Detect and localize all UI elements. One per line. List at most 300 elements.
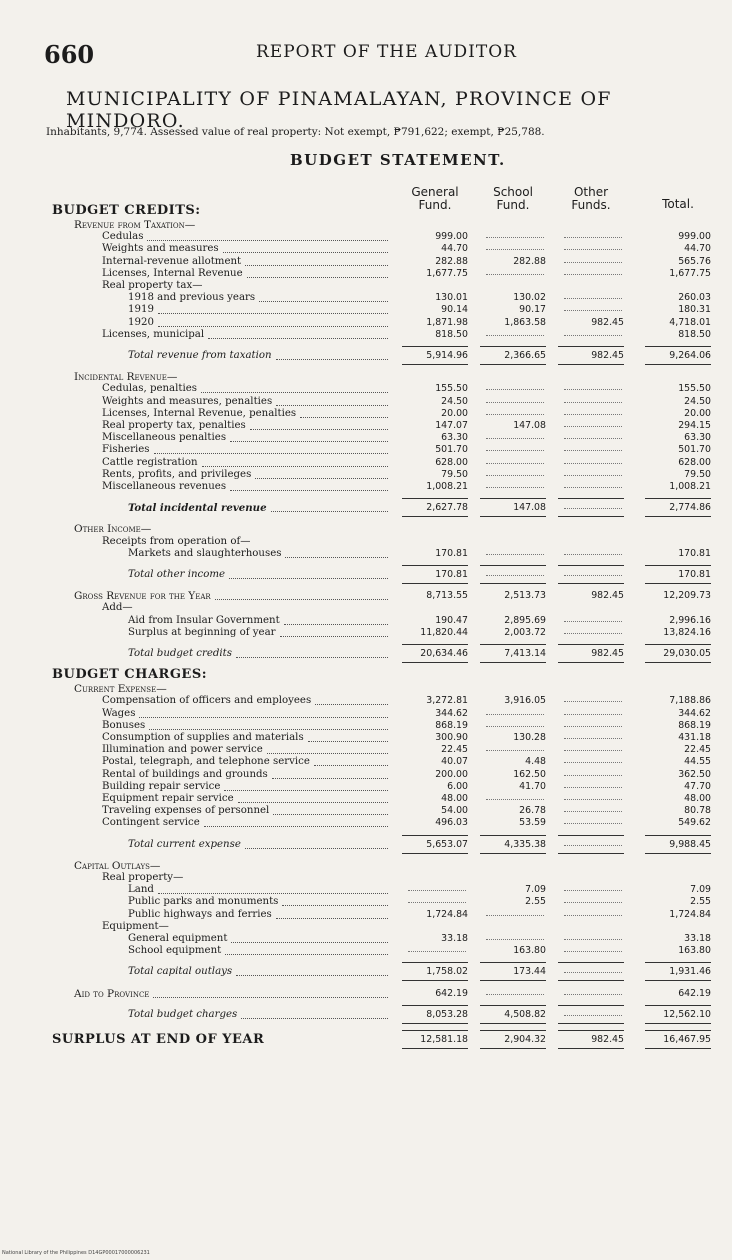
table-row: [0, 502, 732, 514]
table-row: [0, 205, 732, 217]
table-row: [0, 669, 732, 681]
row-label: Cattle registration: [102, 456, 198, 468]
school-fund-cell: 7,413.14: [504, 648, 546, 659]
table-row: [0, 523, 732, 535]
leader-dots: [300, 408, 388, 418]
leader-dots: [225, 945, 388, 955]
general-fund-cell: 300.90: [435, 732, 468, 743]
empty-cell-dash: [486, 475, 544, 476]
row-label: Gross Revenue for the Year: [74, 590, 211, 603]
row-label: Total revenue from taxation: [128, 350, 272, 361]
table-row: [0, 988, 732, 1000]
page-title: MUNICIPALITY OF PINAMALAYAN, PROVINCE OF MINDORO.: [66, 88, 612, 132]
empty-cell-dash: [564, 249, 622, 250]
table-row: [0, 268, 732, 280]
row-label: Total budget charges: [128, 1008, 238, 1020]
leader-dots: [280, 627, 388, 637]
total-rule: [402, 1030, 468, 1031]
total-cell: 170.81: [678, 547, 711, 559]
general-fund-cell: 642.19: [435, 987, 468, 999]
general-fund-cell: 130.01: [435, 292, 468, 304]
empty-cell-dash: [564, 237, 622, 238]
row-label: School equipment: [128, 945, 222, 957]
total-underline: [645, 1023, 711, 1024]
leader-dots: [255, 469, 388, 479]
school-fund-cell: 130.28: [513, 732, 546, 743]
total-cell: 294.15: [678, 420, 711, 431]
general-fund-cell: 868.19: [435, 719, 468, 731]
general-fund-cell: 90.14: [441, 304, 468, 316]
total-rule: [480, 1005, 546, 1006]
general-fund-cell: 170.81: [435, 569, 468, 580]
total-cell: 163.80: [678, 945, 711, 957]
total-rule: [645, 498, 711, 499]
leader-dots: [250, 420, 388, 430]
total-cell: 20.00: [684, 407, 711, 419]
row-label: Building repair service: [102, 780, 221, 792]
total-cell: 1,677.75: [669, 267, 711, 279]
total-cell: 170.81: [678, 569, 711, 580]
table-row: [0, 805, 732, 817]
general-fund-cell: 79.50: [441, 468, 468, 480]
empty-cell-dash: [564, 915, 622, 916]
leader-dots: [284, 615, 388, 625]
total-underline: [480, 516, 546, 517]
total-cell: 628.00: [678, 456, 711, 468]
empty-cell-dash: [564, 450, 622, 451]
empty-cell-dash: [564, 575, 622, 576]
table-row: [0, 769, 732, 781]
leader-dots: [158, 317, 388, 327]
total-rule: [645, 1005, 711, 1006]
empty-cell-dash: [408, 890, 466, 891]
table-row: [0, 329, 732, 341]
total-underline: [558, 364, 624, 365]
row-label: Receipts from operation of—: [102, 535, 251, 547]
total-underline: [480, 980, 546, 981]
empty-cell-dash: [486, 450, 544, 451]
empty-cell-dash: [486, 575, 544, 576]
leader-dots: [147, 231, 388, 241]
empty-cell-dash: [564, 262, 622, 263]
empty-cell-dash: [564, 845, 622, 846]
table-row: [0, 793, 732, 805]
school-fund-cell: 53.59: [519, 817, 546, 829]
total-cell: 1,724.84: [669, 908, 711, 920]
total-cell: 44.70: [684, 243, 711, 255]
other-funds-cell: 982.45: [591, 350, 624, 361]
leader-dots: [149, 720, 388, 730]
leader-dots: [267, 744, 388, 754]
empty-cell-dash: [486, 487, 544, 488]
empty-cell-dash: [486, 939, 544, 940]
leader-dots: [230, 432, 388, 442]
total-underline: [558, 1048, 624, 1049]
general-fund-cell: 40.07: [441, 756, 468, 768]
empty-cell-dash: [564, 298, 622, 299]
general-fund-cell: 1,008.21: [426, 481, 468, 492]
total-underline: [645, 980, 711, 981]
total-rule: [645, 644, 711, 645]
total-cell: 7,188.86: [669, 695, 711, 707]
school-fund-cell: 4,335.38: [504, 838, 546, 850]
row-label: Cedulas, penalties: [102, 383, 197, 395]
total-rule: [402, 1005, 468, 1006]
leader-dots: [273, 805, 388, 815]
general-fund-cell: 48.00: [441, 793, 468, 804]
total-rule: [558, 498, 624, 499]
total-underline: [645, 583, 711, 584]
total-underline: [558, 853, 624, 854]
empty-cell-dash: [486, 714, 544, 715]
general-fund-cell: 8,713.55: [426, 590, 468, 602]
total-cell: 9,264.06: [669, 350, 711, 361]
row-label: Consumption of supplies and materials: [102, 732, 304, 743]
total-underline: [480, 364, 546, 365]
empty-cell-dash: [564, 972, 622, 973]
total-cell: 155.50: [678, 383, 711, 395]
school-fund-cell: 2,366.65: [504, 350, 546, 361]
table-row: [0, 444, 732, 456]
leader-dots: [202, 457, 388, 467]
total-cell: 4,718.01: [669, 316, 711, 328]
leader-dots: [308, 732, 388, 742]
empty-cell-dash: [564, 508, 622, 509]
empty-cell-dash: [564, 738, 622, 739]
general-fund-cell: 1,724.84: [426, 908, 468, 920]
row-label: Add—: [102, 602, 133, 614]
empty-cell-dash: [486, 554, 544, 555]
total-cell: 48.00: [684, 793, 711, 804]
row-label: Total budget credits: [128, 648, 232, 659]
school-fund-cell: 130.02: [513, 292, 546, 304]
general-fund-cell: 496.03: [435, 817, 468, 829]
table-row: [0, 243, 732, 255]
table-row: [0, 683, 732, 695]
total-underline: [558, 583, 624, 584]
empty-cell-dash: [564, 750, 622, 751]
empty-cell-dash: [486, 402, 544, 403]
school-fund-cell: 90.17: [519, 304, 546, 316]
table-row: [0, 408, 732, 420]
row-label: Equipment repair service: [102, 793, 234, 804]
empty-cell-dash: [486, 750, 544, 751]
total-underline: [402, 364, 468, 365]
empty-cell-dash: [564, 554, 622, 555]
leader-dots: [231, 933, 388, 943]
school-fund-cell: 2,895.69: [504, 614, 546, 626]
total-cell: 344.62: [678, 707, 711, 719]
running-head: REPORT OF THE AUDITOR: [256, 42, 517, 62]
empty-cell-dash: [486, 249, 544, 250]
total-cell: 868.19: [678, 719, 711, 731]
other-funds-cell: 982.45: [591, 648, 624, 659]
leader-dots: [276, 396, 388, 406]
column-header-school: School Fund.: [493, 185, 533, 212]
general-fund-cell: 20,634.46: [420, 648, 468, 659]
row-label: Markets and slaughterhouses: [128, 547, 282, 559]
total-underline: [645, 516, 711, 517]
table-row: [0, 732, 732, 744]
table-row: [0, 350, 732, 362]
table-row: [0, 457, 732, 469]
footer-credit: National Library of the Philippines D14GP00017000006231: [2, 1250, 150, 1256]
table-row: [0, 383, 732, 395]
leader-dots: [201, 383, 388, 393]
empty-cell-dash: [564, 787, 622, 788]
empty-cell-dash: [486, 994, 544, 995]
total-rule: [558, 1005, 624, 1006]
general-fund-cell: 1,871.98: [426, 316, 468, 328]
table-row: [0, 371, 732, 383]
total-cell: 33.18: [684, 933, 711, 944]
empty-cell-dash: [564, 414, 622, 415]
general-fund-cell: 2,627.78: [426, 502, 468, 514]
row-label: Miscellaneous penalties: [102, 432, 227, 444]
general-fund-cell: 20.00: [441, 407, 468, 419]
school-fund-cell: 2,513.73: [504, 590, 546, 602]
row-label: Bonuses: [102, 719, 146, 731]
general-fund-cell: 63.30: [441, 432, 468, 444]
table-row: [0, 817, 732, 829]
table-row: [0, 860, 732, 872]
row-label: Compensation of officers and employees: [102, 695, 312, 707]
total-cell: 22.45: [684, 744, 711, 756]
inhabitants-line: Inhabitants, 9,774. Assessed value of real property: Not exempt, ₱791,622; exempt, ₱25,788.: [46, 126, 545, 138]
row-label: Real property—: [102, 872, 184, 883]
total-underline: [402, 980, 468, 981]
other-funds-cell: 982.45: [591, 1034, 624, 1045]
empty-cell-dash: [564, 426, 622, 427]
table-row: [0, 590, 732, 602]
empty-cell-dash: [408, 902, 466, 903]
leader-dots: [204, 817, 388, 827]
total-cell: 999.00: [678, 231, 711, 243]
total-rule: [645, 346, 711, 347]
row-label: Licenses, Internal Revenue, penalties: [102, 407, 297, 419]
leader-dots: [245, 256, 388, 266]
empty-cell-dash: [564, 274, 622, 275]
leader-dots: [276, 350, 388, 360]
row-label: Weights and measures, penalties: [102, 395, 273, 407]
general-fund-cell: 5,914.96: [426, 350, 468, 361]
leader-dots: [282, 896, 388, 906]
general-fund-cell: 11,820.44: [420, 626, 468, 638]
leader-dots: [241, 1009, 388, 1019]
row-label: Weights and measures: [102, 243, 219, 255]
column-header-general: General Fund.: [411, 185, 459, 212]
row-label: Current Expense—: [74, 683, 167, 696]
general-fund-cell: 147.07: [435, 420, 468, 431]
general-fund-cell: 999.00: [435, 231, 468, 243]
empty-cell-dash: [564, 902, 622, 903]
general-fund-cell: 44.70: [441, 243, 468, 255]
total-rule: [558, 346, 624, 347]
leader-dots: [245, 839, 388, 849]
table-row: [0, 256, 732, 268]
empty-cell-dash: [564, 714, 622, 715]
row-label: General equipment: [128, 933, 228, 944]
total-underline: [402, 583, 468, 584]
row-label: Wages: [102, 707, 136, 719]
general-fund-cell: 501.70: [435, 444, 468, 456]
total-rule: [480, 835, 546, 836]
table-row: [0, 708, 732, 720]
general-fund-cell: 22.45: [441, 744, 468, 756]
general-fund-cell: 8,053.28: [426, 1008, 468, 1020]
leader-dots: [315, 695, 388, 705]
total-rule: [645, 962, 711, 963]
total-cell: 79.50: [684, 468, 711, 480]
row-label: Land: [128, 884, 154, 896]
empty-cell-dash: [564, 726, 622, 727]
leader-dots: [158, 304, 388, 314]
table-row: [0, 648, 732, 660]
school-fund-cell: 3,916.05: [504, 695, 546, 707]
total-rule: [480, 644, 546, 645]
empty-cell-dash: [564, 633, 622, 634]
total-underline: [402, 853, 468, 854]
total-cell: 7.09: [690, 884, 711, 896]
table-row: [0, 744, 732, 756]
empty-cell-dash: [564, 811, 622, 812]
row-label: Internal-revenue allotment: [102, 255, 242, 267]
leader-dots: [229, 569, 388, 579]
empty-cell-dash: [564, 939, 622, 940]
leader-dots: [139, 708, 388, 718]
empty-cell-dash: [564, 438, 622, 439]
total-cell: 818.50: [678, 328, 711, 340]
leader-dots: [314, 756, 388, 766]
row-label: Rental of buildings and grounds: [102, 768, 268, 780]
empty-cell-dash: [564, 335, 622, 336]
empty-cell-dash: [564, 799, 622, 800]
table-row: [0, 481, 732, 493]
empty-cell-dash: [564, 463, 622, 464]
general-fund-cell: 33.18: [441, 933, 468, 944]
total-rule: [480, 346, 546, 347]
row-label: Real property tax—: [102, 280, 203, 291]
general-fund-cell: 6.00: [447, 780, 468, 792]
total-rule: [480, 962, 546, 963]
table-row: [0, 432, 732, 444]
school-fund-cell: 147.08: [513, 420, 546, 431]
table-row: [0, 548, 732, 560]
total-rule: [402, 962, 468, 963]
total-underline: [480, 1048, 546, 1049]
empty-cell-dash: [486, 726, 544, 727]
total-underline: [480, 853, 546, 854]
school-fund-cell: 26.78: [519, 805, 546, 817]
total-cell: 24.50: [684, 395, 711, 407]
general-fund-cell: 24.50: [441, 395, 468, 407]
total-rule: [402, 498, 468, 499]
general-fund-cell: 12,581.18: [420, 1034, 468, 1045]
table-row: [0, 884, 732, 896]
leader-dots: [276, 909, 388, 919]
row-label: Other Income—: [74, 523, 152, 536]
row-label: Capital Outlays—: [74, 859, 161, 872]
empty-cell-dash: [564, 994, 622, 995]
table-row: [0, 569, 732, 581]
total-rule: [558, 1030, 624, 1031]
total-cell: 260.03: [678, 292, 711, 304]
column-header-total: Total.: [662, 197, 694, 211]
row-label: 1920: [128, 316, 154, 328]
total-cell: 1,008.21: [669, 481, 711, 492]
school-fund-cell: 41.70: [519, 780, 546, 792]
empty-cell-dash: [486, 237, 544, 238]
table-row: [0, 231, 732, 243]
empty-cell-dash: [486, 438, 544, 439]
total-underline: [558, 516, 624, 517]
total-rule: [558, 835, 624, 836]
total-rule: [402, 346, 468, 347]
general-fund-cell: 1,677.75: [426, 267, 468, 279]
total-rule: [402, 644, 468, 645]
total-cell: 47.70: [684, 780, 711, 792]
general-fund-cell: 190.47: [435, 614, 468, 626]
total-rule: [645, 565, 711, 566]
total-cell: 2,774.86: [669, 502, 711, 514]
leader-dots: [272, 769, 388, 779]
table-row: [0, 933, 732, 945]
total-rule: [558, 565, 624, 566]
empty-cell-dash: [486, 915, 544, 916]
table-row: [0, 420, 732, 432]
total-cell: 431.18: [678, 732, 711, 743]
school-fund-cell: 282.88: [513, 255, 546, 267]
empty-cell-dash: [564, 1015, 622, 1016]
total-underline: [480, 1023, 546, 1024]
empty-cell-dash: [564, 389, 622, 390]
row-label: Illumination and power service: [102, 744, 263, 756]
total-underline: [645, 853, 711, 854]
total-rule: [558, 962, 624, 963]
table-row: [0, 966, 732, 978]
school-fund-cell: 4.48: [525, 756, 546, 768]
leader-dots: [154, 444, 388, 454]
total-cell: 180.31: [678, 304, 711, 316]
total-rule: [480, 1030, 546, 1031]
table-row: [0, 536, 732, 548]
row-label: Licenses, Internal Revenue: [102, 267, 243, 279]
total-cell: 13,824.16: [663, 626, 711, 638]
leader-dots: [215, 590, 388, 600]
school-fund-cell: 7.09: [525, 884, 546, 896]
empty-cell-dash: [564, 890, 622, 891]
empty-cell-dash: [486, 335, 544, 336]
empty-cell-dash: [564, 823, 622, 824]
table-row: [0, 839, 732, 851]
total-underline: [480, 583, 546, 584]
empty-cell-dash: [486, 463, 544, 464]
row-label: Real property tax, penalties: [102, 420, 246, 431]
row-label: Postal, telegraph, and telephone service: [102, 756, 310, 768]
table-row: [0, 756, 732, 768]
table-row: [0, 396, 732, 408]
general-fund-cell: 628.00: [435, 456, 468, 468]
table-row: [0, 781, 732, 793]
general-fund-cell: 155.50: [435, 383, 468, 395]
column-header-other: Other Funds.: [571, 185, 611, 212]
school-fund-cell: 162.50: [513, 768, 546, 780]
row-label: Surplus at beginning of year: [128, 626, 276, 638]
school-fund-cell: 4,508.82: [504, 1008, 546, 1020]
table-row: [0, 627, 732, 639]
row-label: 1918 and previous years: [128, 292, 256, 304]
general-fund-cell: 54.00: [441, 805, 468, 817]
